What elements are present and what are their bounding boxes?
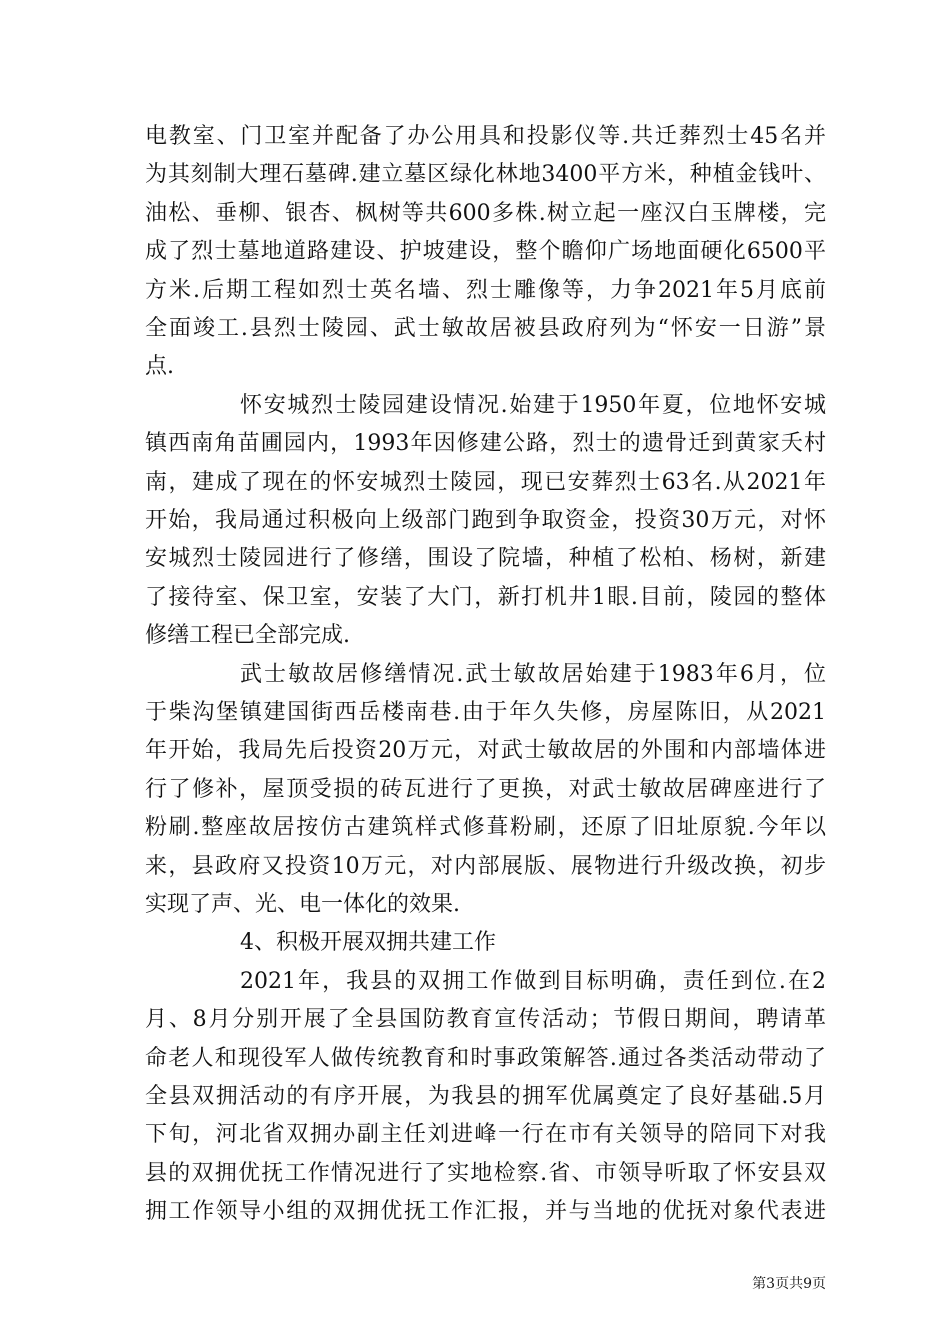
text-line: 南，建成了现在的怀安城烈士陵园，现已安葬烈士63名.从2021年 bbox=[145, 469, 826, 495]
text-line: 开始，我局通过积极向上级部门跑到争取资金，投资30万元，对怀 bbox=[145, 508, 826, 533]
text-line: 电教室、门卫室并配备了办公用具和投影仪等.共迁葬烈士45名并 bbox=[145, 124, 826, 149]
text-line: 油松、垂柳、银杏、枫树等共600多株.树立起一座汉白玉牌楼，完 bbox=[145, 200, 826, 226]
text-line: 为其刻制大理石墓碑.建立墓区绿化林地3400平方米，种植金钱叶、 bbox=[145, 162, 826, 188]
text-line: 行了修补，屋顶受损的砖瓦进行了更换，对武士敏故居碑座进行了 bbox=[145, 776, 826, 802]
text-line: 年开始，我局先后投资20万元，对武士敏故居的外围和内部墙体进 bbox=[145, 738, 826, 764]
text-line: 下旬，河北省双拥办副主任刘进峰一行在市有关领导的陪同下对我 bbox=[145, 1122, 826, 1148]
text-line: 了接待室、保卫室，安装了大门，新打机井1眼.目前，陵园的整体 bbox=[145, 584, 826, 610]
text-line: 来，县政府又投资10万元，对内部展版、展物进行升级改换，初步 bbox=[145, 853, 826, 879]
text-line: 命老人和现役军人做传统教育和时事政策解答.通过各类活动带动了 bbox=[145, 1045, 826, 1071]
text-line: 于柴沟堡镇建国街西岳楼南巷.由于年久失修，房屋陈旧，从2021 bbox=[145, 700, 826, 725]
text-line: 方米.后期工程如烈士英名墙、烈士雕像等，力争2021年5月底前 bbox=[145, 277, 826, 303]
text-line: 全面竣工.县烈士陵园、武士敏故居被县政府列为“怀安一日游”景 bbox=[145, 316, 826, 341]
text-line: 怀安城烈士陵园建设情况.始建于1950年夏，位地怀安城 bbox=[240, 392, 826, 418]
text-line: 安城烈士陵园进行了修缮，围设了院墙，种植了松柏、杨树，新建 bbox=[145, 546, 826, 572]
text-line: 实现了声、光、电一体化的效果. bbox=[145, 892, 460, 917]
page-number-footer: 第3页共9页 bbox=[752, 1276, 826, 1292]
text-line: 点. bbox=[145, 354, 174, 380]
text-line: 修缮工程已全部完成. bbox=[145, 623, 350, 649]
text-line: 成了烈士墓地道路建设、护坡建设，整个瞻仰广场地面硬化6500平 bbox=[145, 239, 826, 265]
text-line: 2021年，我县的双拥工作做到目标明确，责任到位.在2 bbox=[240, 968, 826, 994]
text-line: 县的双拥优抚工作情况进行了实地检察.省、市领导听取了怀安县双 bbox=[145, 1160, 826, 1186]
text-line: 粉刷.整座故居按仿古建筑样式修葺粉刷，还原了旧址原貌.今年以 bbox=[145, 815, 826, 841]
text-line: 月、8月分别开展了全县国防教育宣传活动；节假日期间，聘请革 bbox=[145, 1007, 826, 1033]
text-line: 武士敏故居修缮情况.武士敏故居始建于1983年6月，位 bbox=[240, 661, 826, 687]
text-line: 4、积极开展双拥共建工作 bbox=[240, 930, 496, 956]
text-line: 拥工作领导小组的双拥优抚工作汇报，并与当地的优抚对象代表进 bbox=[145, 1199, 826, 1225]
text-line: 镇西南角苗圃园内，1993年因修建公路，烈士的遗骨迁到黄家夭村 bbox=[145, 431, 826, 457]
text-line: 全县双拥活动的有序开展，为我县的拥军优属奠定了良好基础.5月 bbox=[145, 1084, 826, 1109]
